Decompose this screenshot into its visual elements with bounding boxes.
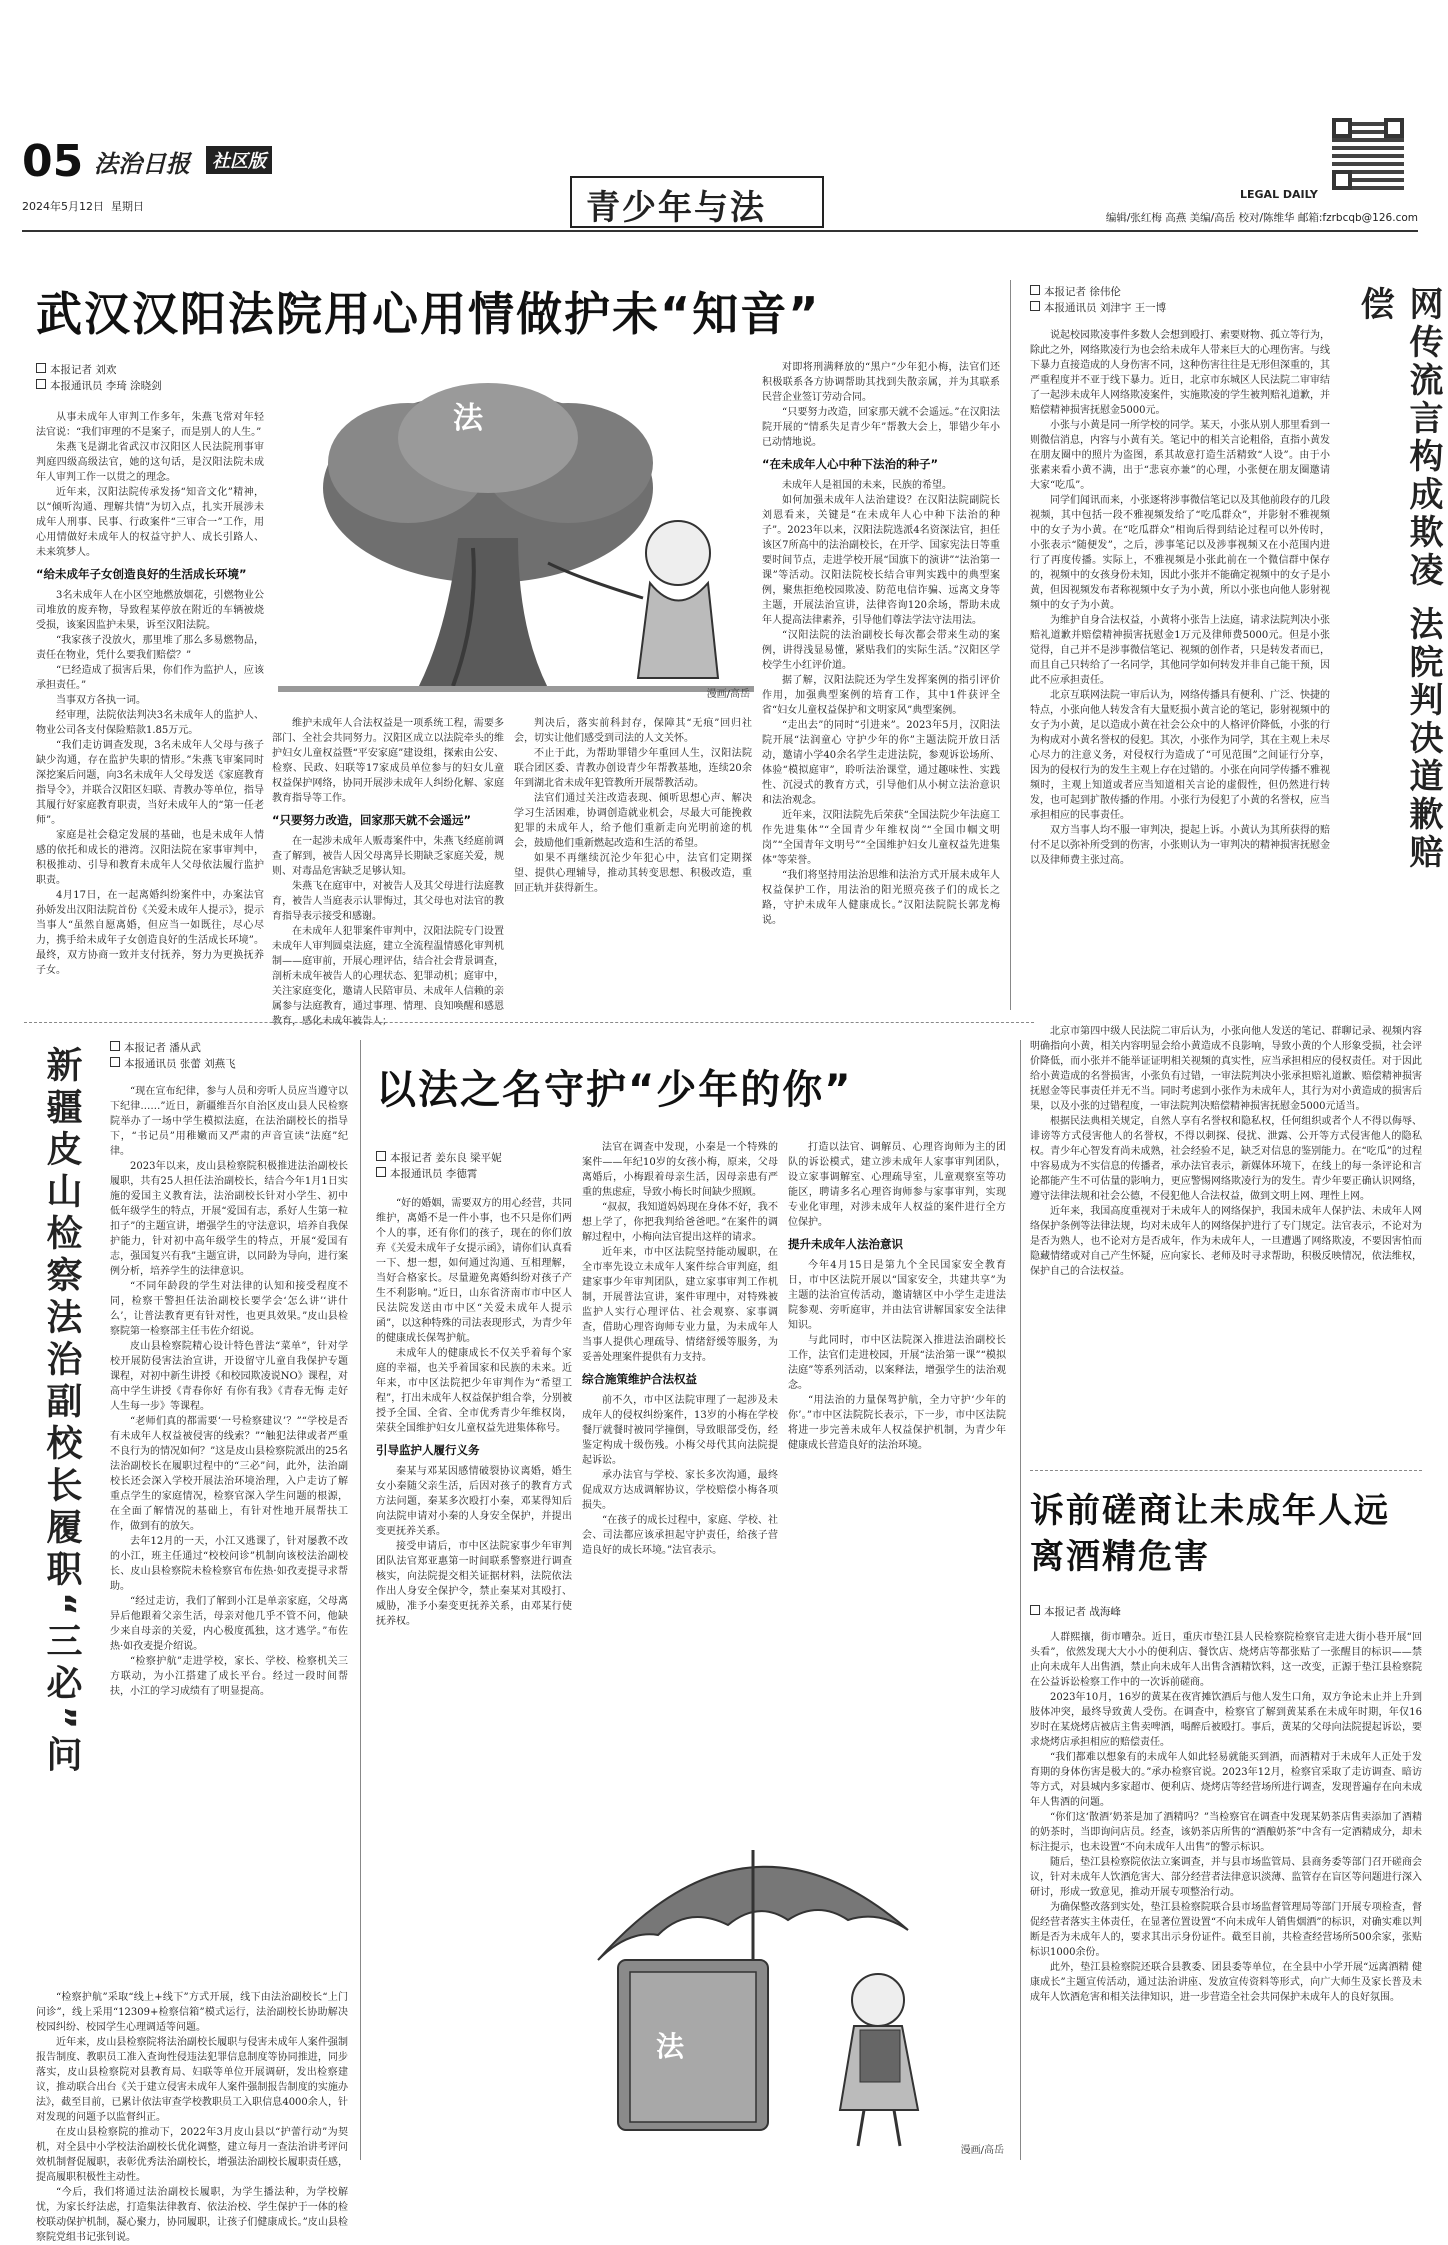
article1-p8: 经审理，法院依法判决3名未成年人的监护人、物业公司各支付保险赔款1.85万元。 <box>36 710 264 736</box>
article2-p2: 小张与小黄是同一所学校的同学。某天，小张从别人那里看到一则微信消息，内容与小黄有关。笔记中的相关言论粗俗，直指小黄发在朋友圈中的照片为盗图，系其故意打造生活精致“人设”。由于小张素来看小黄不满，出于“悲哀亦兼”的心理，小张便在朋友圈邀请大家“吃瓜”。 <box>1030 420 1330 491</box>
article5-title: 诉前磋商让未成年人远离酒精危害 <box>1030 1491 1390 1577</box>
article4-p3: 秦某与邓某因感情破裂协议离婚，婚生女小秦随父亲生活，后因对孩子的教育方式方法问题，秦某多次殴打小秦，邓某得知后向法院申请对小秦的人身安全保护，并提出变更抚养关系。 <box>376 1466 572 1537</box>
article1-p5: “我家孩子没放火，那里堆了那么多易燃物品，责任在物业，凭什么要我们赔偿？” <box>36 635 264 661</box>
book-illustration-caption: 漫画/高岳 <box>960 2145 1004 2156</box>
paper-name: 法治日报 <box>94 149 190 178</box>
article5-byline-reporter: 本报记者 战海峰 <box>1030 1604 1121 1620</box>
article3-byline-reporter: 本报记者 潘从武 <box>110 1040 236 1056</box>
article1-p12: 维护未成年人合法权益是一项系统工程，需要多部门、全社会共同努力。汉阳区成立以法院牵头的维护妇女儿童权益暨“平安家庭”建设组，探索由公安、检察、民政、妇联等17家成员单位参与的妇女儿童权益保护网络，协同开展涉未成年人纠纷化解、家庭教育指导等工作。 <box>272 718 504 804</box>
article2-title: 网传流言构成欺凌 法院判决道歉赔偿 <box>1354 286 1443 872</box>
article1-p19: 如果不再继续沉沦少年犯心中，法官们定期探望、提供心理辅导，推动其转变思想、积极改造，重回正轨并获得新生。 <box>514 853 752 894</box>
article1-p6: “已经造成了损害后果，你们作为监护人，应该承担责任。” <box>36 665 264 691</box>
article1-p1: 从事未成年人审判工作多年，朱燕飞常对年轻法官说：“我们审理的不是案子，而是别人的人生。” <box>36 412 264 438</box>
article4-p13: 与此同时，市中区法院深入推进法治副校长工作，法官们走进校园，开展“法治第一课”“模拟法庭”等系列活动，以案释法，增强学生的法治观念。 <box>788 1335 1006 1391</box>
article1-byline-correspondent: 本报通讯员 李琦 涂晓剑 <box>36 378 162 394</box>
article4-byline-reporter: 本报记者 姜东良 梁平妮 <box>376 1150 502 1166</box>
divider-right <box>1030 1470 1422 1471</box>
article3-p1: “现在宣布纪律，参与人员和旁听人员应当遵守以下纪律……”近日，新疆维吾尔自治区皮山县人民检察院举办了一场中学生模拟法庭，在法治副校长的指导下，“书记员”用稚嫩而又严肃的声音宣读“法庭”纪律。 <box>110 1086 348 1157</box>
article3-p2: 2023年以来，皮山县检察院积极推进法治副校长履职，共有25人担任法治副校长，结合今年1月1日实施的爱国主义教育法，法治副校长针对小学生、初中低年级学生的特点，开展“爱国有志，系好人生第一粒扣子”的主题宣讲，增强学生的守法意识，培养自我保护能力，针对初中高年级学生的特点，开展“爱国有志，强国复兴有我”主题宣讲，以同龄为导向，进行案例分析，培养学生的法律意识。 <box>110 1161 348 1277</box>
article1-subhead-3: “在未成年人心中种下法治的种子” <box>762 457 939 471</box>
article2-p7: 北京市第四中级人民法院二审后认为，小张向他人发送的笔记、群聊记录、视频内容明确指向小黄，相关内容明显会给小黄造成不良影响，导致小黄的个人形象受损，社会评价降低，而小张并不能举证证明相关视频的真实性，应当承担相应的侵权责任。对于因此给小黄造成的名誉损害，小张负有过错，一审法院判决小张承担赔礼道歉、赔偿精神损害抚慰金等民事责任并无不当。同时考虑到小张作为未成年人，其行为对小黄造成的损害后果，以及小张的过错程度，一审法院判决赔偿精神损害抚慰金5000元适当。 <box>1030 1026 1422 1112</box>
article1-p10: 家庭是社会稳定发展的基础，也是未成年人情感的依托和成长的港湾。汉阳法院在家事审判中，积极推动、引导和教育未成年人父母依法履行监护职责。 <box>36 830 264 886</box>
edition-badge: 社区版 <box>206 146 272 174</box>
article2-p8: 根据民法典相关规定，自然人享有名誉权和隐私权，任何组织或者个人不得以侮辱、诽谤等方式侵害他人的名誉权，不得以刺探、侵扰、泄露、公开等方式侵害他人的隐私权。青少年心智发育尚未成熟，社会经验不足，缺乏对信息的鉴别能力。在“吃瓜”的过程中容易成为不实信息的传播者，承办法官表示，新媒体环境下，在线上的每一条评论和言论都能产生不可估量的影响力，更应警惕网络欺凌行为的发生。青少年要正确认识网络，遵守法律法规和社会公德，不侵犯他人合法权益，做到文明上网、理性上网。 <box>1030 1116 1422 1202</box>
article4-p8: 前不久，市中区法院审理了一起涉及未成年人的侵权纠纷案件，13岁的小梅在学校餐厅就餐时被同学撞倒，导致眼部受伤，经鉴定构成十级伤残。小梅父母代其向法院提起诉讼。 <box>582 1395 778 1466</box>
article5-col1 <box>1030 1630 1422 2160</box>
article3-byline <box>110 1040 236 1072</box>
article2-col1 <box>1030 328 1330 1018</box>
vertical-divider-left <box>360 1040 361 2160</box>
article3-p12: “今后，我们将通过法治副校长履职，为学生播法种，为学校解忧，为家长纾法虑，打造集法律教育、依法治校、学生保护于一体的检校联动保护机制，凝心聚力，协同履职，让孩子们健康成长。”皮山县检察院党组书记张钊说。 <box>36 2187 348 2243</box>
section-box <box>570 176 824 228</box>
article1-p21: “只要努力改造，回家那天就不会遥远。”在汉阳法院开展的“情系失足青少年”帮教大会上，罪错少年小已动情地说。 <box>762 407 1000 448</box>
article1-subhead-1: “给未成年子女创造良好的生活成长环境” <box>36 567 247 581</box>
article4-col2 <box>582 1140 778 1700</box>
article1-p15: 在未成年人犯罪案件审判中，汉阳法院专门设置未成年人审判圆桌法庭，建立全流程温情感化审判机制——庭审前，开展心理评估，结合社会背景调查，剖析未成年被告人的心理状态、犯罪动机；庭审中，关注家庭变化，邀请人民陪审员、未成年人信赖的亲属参与法庭教育，通过事理、情理、良知唤醒和感恩教育，感化未成年被告人； <box>272 926 504 1027</box>
article3-p6: 去年12月的一天，小江又逃课了，针对屡教不改的小江，班主任通过“校校问诊”机制向该校法治副校长、皮山县检察院未检检察官布佐热·如孜麦提寻求帮助。 <box>110 1536 348 1592</box>
date-text: 2024年5月12日 <box>22 200 104 213</box>
article1-p22: 未成年人是祖国的未来，民族的希望。 <box>782 480 952 491</box>
article1-p16: 判决后，落实前科封存，保障其“无痕”回归社会，切实让他们感受到司法的人文关怀。 <box>514 718 752 744</box>
article1-p23: 如何加强未成年人法治建设？在汉阳法院副院长刘恩看来，关键是“在未成年人心中种下法治的种子”。2023年以来，汉阳法院选派4名资深法官，担任该区7所高中的法治副校长，在开学、国家宪法日等重要时间节点，走进学校开展“国旗下的演讲”“法治第一课”等活动。汉阳法院校长结合审判实践中的典型案例，聚焦拒绝校园欺凌、防范电信诈骗、远离文身等主题，开展法治宣讲，法律咨询120余场，帮助未成年人提高法律素养，引导他们尊法学法守法用法。 <box>762 495 1000 626</box>
article4-p4: 接受申请后，市中区法院家事少年审判团队法官郑亚惠第一时间联系警察进行调查核实，向法院提交相关证据材料，法院依法作出人身安全保护令，禁止秦某对其殴打、威胁，准予小秦变更抚养关系，由邓某行使抚养权。 <box>376 1541 572 1627</box>
article4-byline <box>376 1150 502 1182</box>
article3-p8: “检察护航”走进学校，家长、学校、检察机关三方联动，为小江搭建了成长平台。经过一段时间帮扶，小江的学习成绩有了明显提高。 <box>110 1656 348 1697</box>
article4-p10: “在孩子的成长过程中，家庭、学校、社会、司法都应该承担起守护责任，给孩子营造良好的成长环境。”法官表示。 <box>582 1515 778 1556</box>
article2-byline-reporter: 本报记者 徐伟伦 <box>1030 284 1166 300</box>
article3-col2 <box>36 1990 348 2243</box>
article2-p4: 为维护自身合法权益，小黄将小张告上法庭，请求法院判决小张赔礼道歉并赔偿精神损害抚慰金1万元及律师费5000元。但是小张觉得，自己并不是涉事微信笔记、视频的创作者，只是转发者而已，而且自己只转给了一名同学，其他同学如何转发并非自己能干预，因此不应承担责任。 <box>1030 615 1330 686</box>
article4-p1: “好的婚姻，需要双方的用心经营，共同维护，离婚不是一件小事，也不只是你们两个人的事，还有你们的孩子，现在的你们放弃《关爱未成年子女提示函》，请你们认真看一下、想一想，如何通过沟通、互相理解，当好合格家长。尽量避免离婚纠纷对孩子产生不利影响。”近日，山东省济南市市中区人民法院发送由市中区“关爱未成年人提示函”，以这种特殊的司法表现形式，为青少年的健康成长保驾护航。 <box>376 1198 572 1344</box>
article1-byline-reporter: 本报记者 刘欢 <box>36 362 162 378</box>
article4-title: 以法之名守护“少年的你” <box>376 1067 853 1113</box>
article3-p10: 近年来，皮山县检察院将法治副校长履职与侵害未成年人案件强制报告制度、教职员工准入查询性侵违法犯罪信息制度等协同推进，同步落实，皮山县检察院对县教育局、妇联等单位开展调研，发出检察建议，推动联合出台《关于建立侵害未成年人案件强制报告制度的实施办法》，截至目前，已累计依法审查学校教职员工入职信息4000余人，针对发现的问题予以监督纠正。 <box>36 2037 348 2123</box>
article3-p3: “不同年龄段的学生对法律的认知和接受程度不同，检察干警担任法治副校长要学会‘怎么讲’‘讲什么’，让普法教育更有针对性，也更具效果。”皮山县检察院第一检察部主任韦佐介绍说。 <box>110 1281 348 1337</box>
article4-subhead-3: 提升未成年人法治意识 <box>788 1237 903 1251</box>
article2-p5: 北京互联网法院一审后认为，网络传播具有便利、广泛、快捷的特点，小张向他人转发含有大量贬损小黄言论的笔记，影射视频中的女子为小黄，足以造成小黄在社会公众中的人格评价降低，小张的行为构成对小黄名誉权的侵犯。其次，小张作为同学，其在主观上未尽心尽力的注意义务，对侵权行为造成了“可见范围”之间证行分享，因为的侵权行为的发生主观上存在过错的。小张在向同学传播不雅视频时，主观上知道或者应当知道相关言论的虚假性，但仍然进行转发，也可起到扩散传播的作用。小张行为侵犯了小黄的名誉权，应当承担相应的民事责任。 <box>1030 690 1330 821</box>
article1-p26: “走出去”的同时“引进来”。2023年5月，汉阳法院开展“法润童心 守护少年的你”主题法院开放日活动，邀请小学40余名学生走进法院，参观诉讼场所、体验“模拟庭审”，聆听法治课堂，通过趣味性、实践性、沉浸式的教育方式，引导他们从小树立法治意识和法治观念。 <box>762 720 1000 806</box>
article5-p3: “我们都难以想象有的未成年人如此轻易就能买到酒，而酒精对于未成年人正处于发育期的身体伤害是极大的。”承办检察官说。2023年12月，检察官采取了走访调查、暗访等方式，对县城内多家超市、便利店、烧烤店等经营场所进行调查，发现普遍存在向未成年人售酒的问题。 <box>1030 1752 1422 1808</box>
article3-p5: “老师们真的都需要‘一号检察建议’？”“学校是否有未成年人权益被侵害的线索？”“触犯法律或者严重不良行为的情况如何？”这是皮山县检察院派出的25名法治副校长在履职过程中的“三必”问，此外，法治副校长还会深入学校开展法治环境治理，入户走访了解重点学生的家庭情况，检察官深入学生问题的根源，在全面了解情况的基础上，有针对性地开展帮扶工作，做到有的放矢。 <box>110 1416 348 1532</box>
tree-illustration <box>278 368 754 704</box>
article4-p9: 承办法官与学校、家长多次沟通，最终促成双方达成调解协议，学校赔偿小梅各项损失。 <box>582 1470 778 1511</box>
book-umbrella-illustration <box>578 1730 1010 2160</box>
article1-title: 武汉汉阳法院用心用情做护未“知音” <box>36 287 821 341</box>
issue-date <box>22 198 144 214</box>
article4-p12: 今年4月15日是第九个全民国家安全教育日，市中区法院开展以“国家安全，共建共享”为主题的法治宣传活动，邀请辖区中小学生走进法院参观、旁听庭审，并由法官讲解国家安全法律知识。 <box>788 1260 1006 1331</box>
article3-p9: “检察护航”采取“线上+线下”方式开展，线下由法治副校长“上门问诊”，线上采用“12309+检察信箱”模式运行，法治副校长协助解决校园纠纷、校园学生心理调适等问题。 <box>36 1992 348 2033</box>
article4-subhead-2: 综合施策维护合法权益 <box>582 1372 697 1386</box>
article2-col2 <box>1030 1024 1422 1454</box>
article1-col3 <box>514 716 752 1006</box>
vertical-divider-right <box>1020 1040 1021 2160</box>
article4-p11: 打造以法官、调解员、心理咨询师为主的团队的诉讼模式，建立涉未成年人家事审判团队，设立家事调解室、心理疏导室，儿童观察室等功能区，聘请多名心理咨询师参与家事审判，实现专业化审理，对涉未成年人权益的案件进行全方位保护。 <box>788 1142 1006 1228</box>
article2-p3: 同学们闻讯而来，小张逐将涉事微信笔记以及其他前段存的几段视频，其中包括一段不雅视频发给了“吃瓜群众”，并影射不雅视频中的女子为小黄。在“吃瓜群众”相询后得到结论过程可以外传时，小张表示“随便发”，之后，涉事笔记以及涉事视频又在小范围内进行了再度传播。实际上，不雅视频是小张此前在一个微信群中保存的，视频中的女孩身份未知，因此小张并不能确定视频中的女子是小黄，但因视频发布者称视频中女子为小黄，所以小张也向他人影射视频中的女子为小黄。 <box>1030 495 1330 611</box>
article3-byline-correspondent: 本报通讯员 张蕾 刘燕飞 <box>110 1056 236 1072</box>
section-title: 青少年与法 <box>586 188 766 228</box>
article4-col1 <box>376 1196 572 2156</box>
article1-p20: 对即将刑满释放的“黑户”少年犯小梅，法官们还积极联系各方协调帮助其找到失散亲属，并为其联系民营企业签订劳动合同。 <box>762 362 1000 403</box>
article3-p11: 在皮山县检察院的推动下，2022年3月皮山县以“护蕾行动”为契机，对全县中小学校法治副校长优化调整，建立每月一查法治讲考评问效机制督促履职，表彰优秀法治副校长，增强法治副校长履职责任感，提高履职积极性主动性。 <box>36 2127 348 2183</box>
article1-p9: “我们走访调查发现，3名未成年人父母与孩子缺少沟通，存在监护失职的情形。”朱燕飞审案同时深挖案后问题，向3名未成年人父母发送《家庭教育指导令》，并联合汉阳区妇联、青教办等单位，指导其履行好家庭教育职责，当好未成年人的“第一任老师”。 <box>36 740 264 826</box>
article1-p3: 近年来，汉阳法院传承发扬“知音文化”精神，以“倾听沟通、理解共情”为切入点，扎实开展涉未成年人刑事、民事、行政案件“三审合一”工作，用心用情做好未成年人的权益守护人、成长引路人、未来筑梦人。 <box>36 487 264 558</box>
article4-p5: 法官在调查中发现，小秦是一个特殊的案件——年纪10岁的女孩小梅，原来，父母离婚后，小梅跟着母亲生活，因母亲患有严重的焦虑症，导致小梅长时间缺少照顾。 <box>582 1142 778 1198</box>
article1-p7: 当事双方各执一词。 <box>56 695 146 706</box>
masthead <box>22 118 1418 240</box>
article1-col2 <box>272 716 504 1027</box>
article4-col3 <box>788 1140 1006 1760</box>
legal-daily: LEGAL DAILY <box>1240 188 1318 201</box>
article1-p24: “汉阳法院的法治副校长每次都会带来生动的案例，讲得浅显易懂，紧贴我们的实际生活。”汉阳区学校学生小红评价道。 <box>762 630 1000 671</box>
qr-code-icon <box>1332 118 1404 190</box>
article4-p6: “叔叔，我知道妈妈现在身体不好，我不想上学了，你把我判给爸爸吧。”在案件的调解过程中，小梅向法官提出这样的请求。 <box>582 1202 778 1243</box>
article1-p4: 3名未成年人在小区空地燃放烟花，引燃物业公司堆放的废弃物，导致程某停放在附近的车辆被烧受损，该案因监护未果，诉至汉阳法院。 <box>36 590 264 631</box>
article2-p9: 近年来，我国高度重视对于未成年人的网络保护，我国未成年人保护法、未成年人网络保护条例等法律法规，均对未成年人的网络保护进行了专门规定。法官表示，不论对为是否为熟人，也不论对方是否成年，作为未成年人，一旦遭遇了网络欺凌，不要因害怕而隐藏情绪或对自己产生怀疑，应向家长、老师及时寻求帮助，积极反映情况，依法维权，保护自己的合法权益。 <box>1030 1206 1422 1277</box>
article1-subhead-2: “只要努力改造，回家那天就不会遥远” <box>272 813 472 827</box>
article5-p2: 2023年10月，16岁的黄某在夜宵摊饮酒后与他人发生口角，双方争论未止并上升到肢体冲突，最终导致黄人受伤。在调查中，检察官了解到黄某系在未成年时期，年仅16岁时在某烧烤店被店主售卖啤酒，喝醉后被殴打。事后，黄某的父母向法院提起诉讼，要求烧烤店承担相应的赔偿责任。 <box>1030 1692 1422 1748</box>
article4-p14: “用法治的力量保驾护航，全力守护‘少年的你’。”市中区法院院长表示，下一步，市中区法院将进一步完善未成年人权益保护机制，为青少年健康成长营造良好的法治环境。 <box>788 1395 1006 1451</box>
article1-p11: 4月17日，在一起离婚纠纷案件中，办案法官孙娇发出汉阳法院首份《关爱未成年人提示》，提示当事人“虽然自愿离婚，但应当一如既往，尽心尽力，携手给未成年子女创造良好的生活成长环境”。最终，双方协商一致并支付抚养，努力为更换抚养子女。 <box>36 890 264 976</box>
article2-p6: 双方当事人均不服一审判决，提起上诉。小黄认为其所获得的赔付不足以弥补所受到的伤害，小张则认为一审判决的精神损害抚慰金以及律师费主张过高。 <box>1030 825 1330 866</box>
article3-title: 新疆皮山检察法治副校长履职“三必”问 <box>41 1046 82 1778</box>
article2-byline <box>1030 284 1166 316</box>
article5-p1: 人群熙攘，街市嘈杂。近日，重庆市垫江县人民检察院检察官走进大街小巷开展“回头看”，依然发现大大小小的便利店、餐饮店、烧烤店等都张贴了一张醒目的标识——禁止向未成年人出售酒，禁止向未成年人出售含酒精饮料，这一改变，正源于垫江县检察院在公益诉讼检察工作中的一次诉前磋商。 <box>1030 1632 1422 1688</box>
article5-p6: 为确保整改落到实处，垫江县检察院联合县市场监督管理局等部门开展专项检查，督促经营者落实主体责任，在显著位置设置“不向未成年人销售烟酒”的标识，对确实难以判断是否为未成年人的，要求其出示身份证件。截至目前，共检查经营场所500余家，张贴标识1000余份。 <box>1030 1902 1422 1958</box>
article1-p27: 近年来，汉阳法院先后荣获“全国法院少年法庭工作先进集体”“全国青少年维权岗”“全国巾帼文明岗”“全国青年文明号”“全国维护妇女儿童权益先进集体”等荣誉。 <box>762 810 1000 866</box>
svg-text:法: 法 <box>656 2030 685 2063</box>
article1-byline <box>36 362 162 394</box>
article3-p7: “经过走访，我们了解到小江是单亲家庭，父母离异后他跟着父亲生活，母亲对他几乎不管不问，他缺少来自母亲的关爱，内心极度孤独，这才逃学。”布佐热·如孜麦提介绍说。 <box>110 1596 348 1652</box>
article4-subhead-1: 引导监护人履行义务 <box>376 1443 480 1457</box>
article2-p1: 说起校园欺凌事件多数人会想到殴打、索要财物、孤立等行为，除此之外，网络欺凌行为也会给未成年人带来巨大的心理伤害。与线下暴力直接造成的人身伤害不同，这种伤害往往是无形但深重的，其严重程度并不亚于线下暴力。近日，北京市东城区人民法院二审审结了一起涉未成年人网络欺凌案件，实施欺凌的学生被判赔礼道歉，并赔偿精神损害抚慰金5000元。 <box>1030 330 1330 416</box>
svg-text:法: 法 <box>453 401 483 436</box>
article5-byline <box>1030 1604 1121 1620</box>
article1-p25: 据了解，汉阳法院还为学生发挥案例的指引评价作用，加强典型案例的培育工作，其中1件获评全省“妇女儿童权益保护和文明家风”典型案例。 <box>762 675 1000 716</box>
article5-p4: “你们这‘散酒’奶茶是加了酒精吗？”当检察官在调查中发现某奶茶店售卖添加了酒精的奶茶时，当即询问店员。经查，该奶茶店所售的“酒酿奶茶”中含有一定酒精成分，却未标注提示，也未设置“不向未成年人出售”的警示标识。 <box>1030 1812 1422 1853</box>
article2-byline-correspondent: 本报通讯员 刘津宇 王一博 <box>1030 300 1166 316</box>
article3-p4: 皮山县检察院精心设计特色普法“菜单”，针对学校开展防侵害法治宣讲，开设留守儿童自我保护专题课程，对初中新生讲授《和校园欺凌说NO》课程，对高中学生讲授《青春你好 有你有我》《青春无悔 走好人生每一步》等课程。 <box>110 1341 348 1412</box>
article1-p2: 朱燕飞是湖北省武汉市汉阳区人民法院刑事审判庭四级高级法官，她的这句话，是汉阳法院未成年人审判工作一以贯之的理念。 <box>36 442 264 483</box>
article5-p7: 此外，垫江县检察院还联合县教委、团县委等单位，在全县中小学开展“远离酒精 健康成长”主题宣传活动，通过法治讲座、发放宣传资料等形式，向广大师生及家长普及未成年人饮酒危害和相关法律知识，进一步营造全社会共同保护未成年人的良好氛围。 <box>1030 1962 1422 2003</box>
article1-p28: “我们将坚持用法治思维和法治方式开展未成年人权益保护工作，用法治的阳光照亮孩子们的成长之路，守护未成年人健康成长。”汉阳法院院长郭龙梅说。 <box>762 870 1000 926</box>
article4-p7: 近年来，市中区法院坚持能动履职，在全市率先设立未成年人案件综合审判庭，组建家事少年审判团队，建立家事审判工作机制，开展普法宣讲，案件审理中，对特殊被监护人实行心理评估、社会观察、家事调查，借助心理咨询师专业力量，为未成年人当事人提供心理疏导、情绪舒缓等服务，为妥善处理案件提供有力支持。 <box>582 1247 778 1363</box>
page-number: 05 <box>22 136 84 187</box>
article1-p18: 法官们通过关注改造表现、倾听思想心声、解决学习生活困难，协调创造就业机会，尽最大可能挽救犯罪的未成年人，给予他们重新走向光明前途的机会，鼓励他们重新燃起改造和生活的希望。 <box>514 793 752 849</box>
article1-p17: 不止于此，为帮助罪错少年重回人生，汉阳法院联合团区委、青教办创设青少年帮教基地，连续20余年到湖北省未成年犯管教所开展帮教活动。 <box>514 748 752 789</box>
editors-line: 编辑/张红梅 高燕 美编/高岳 校对/陈维华 邮箱:fzrbcqb@126.com <box>1105 212 1418 224</box>
weekday-text: 星期日 <box>111 200 144 213</box>
article1-p14: 朱燕飞在庭审中，对被告人及其父母进行法庭教育，被告人当庭表示认罪悔过，其父母也对法官的教育指导表示接受和感谢。 <box>272 881 504 922</box>
article1-col1 <box>36 410 264 1000</box>
vertical-divider-top <box>1010 280 1011 1010</box>
article1-col4 <box>762 360 1000 1006</box>
article1-p13: 在一起涉未成年人贩毒案件中，朱燕飞经庭前调查了解到，被告人因父母离异长期缺乏家庭关爱，规则、对毒品危害缺乏足够认知。 <box>272 836 504 877</box>
article4-p2: 未成年人的健康成长不仅关乎着每个家庭的幸福，也关乎着国家和民族的未来。近年来，市中区法院把少年审判作为“希望工程”，打出未成年人权益保护组合拳，分别被授予全国、全省、全市优秀青少年维权岗，荣获全国维护妇女儿童权益先进集体称号。 <box>376 1348 572 1434</box>
article4-byline-correspondent: 本报通讯员 李德霄 <box>376 1166 502 1182</box>
divider-mid <box>24 1022 1034 1023</box>
article5-p5: 随后，垫江县检察院依法立案调查，并与县市场监管局、县商务委等部门召开磋商会议，针对未成年人饮酒危害大、部分经营者法律意识淡薄、监管存在盲区等问题进行深入研讨，形成一致意见，推动开展专项整治行动。 <box>1030 1857 1422 1898</box>
tree-illustration-caption: 漫画/高岳 <box>706 689 750 700</box>
masthead-rule <box>22 230 1418 232</box>
